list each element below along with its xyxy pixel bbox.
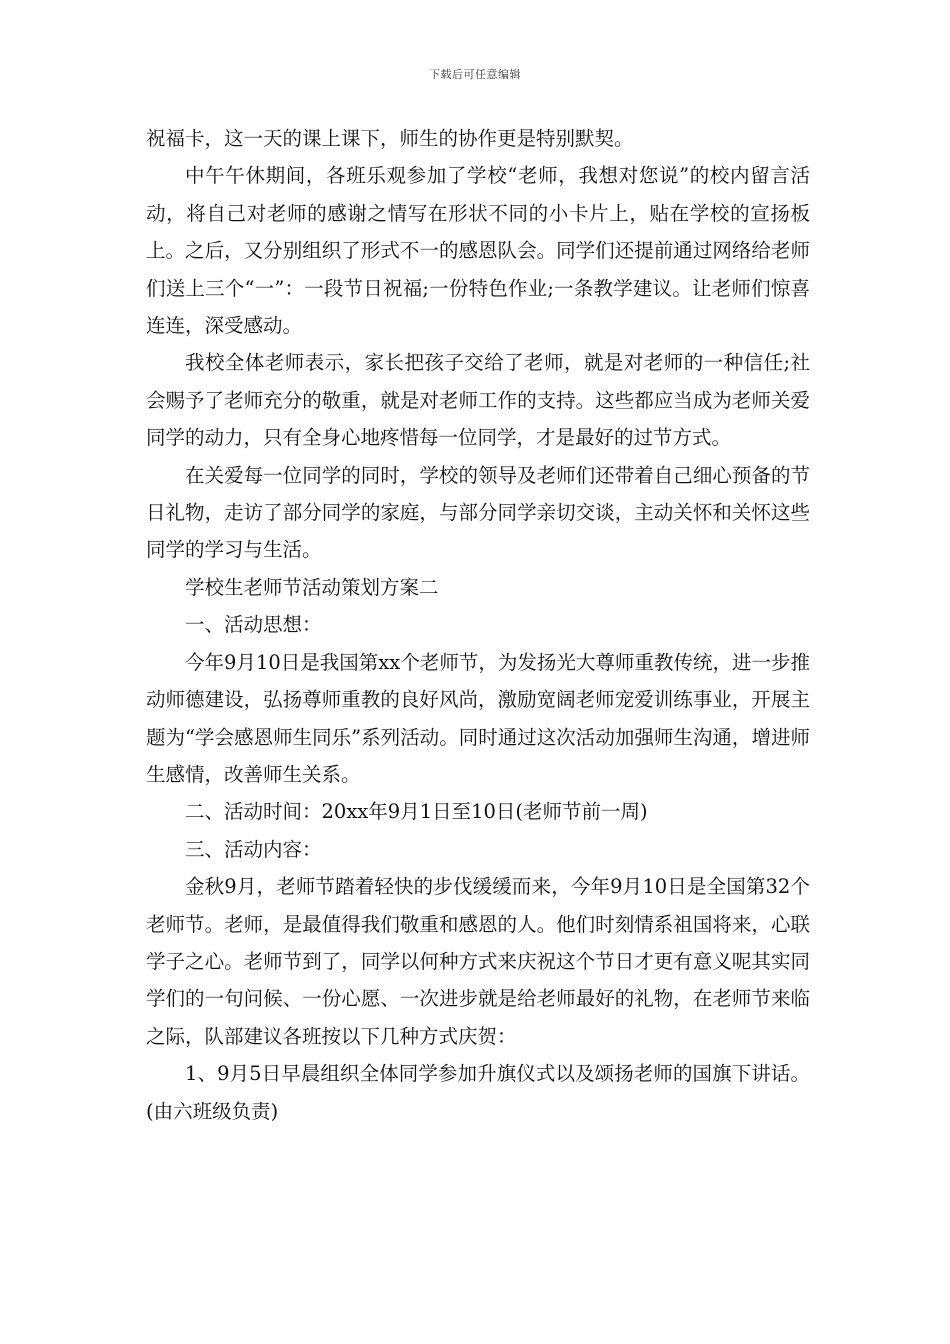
page-header: 下载后可任意编辑 bbox=[429, 68, 521, 81]
list-item-1: 1、9月5日早晨组织全体同学参加升旗仪式以及颂扬老师的国旗下讲话。(由六班级负责) bbox=[146, 1062, 810, 1123]
paragraph-2: 中午午休期间，各班乐观参加了学校“老师，我想对您说”的校内留言活动，将自己对老师的感谢之情写在形状不同的小卡片上，贴在学校的宣扬板上。之后，又分别组织了形式不一的感恩队会。同学们还提前通过网络给老师们送上三个“一”：一段节日祝福;一份特色作业;一条教学建议。让老师们惊喜连连，深受感动。 bbox=[146, 164, 810, 338]
paragraph-4: 在关爱每一位同学的同时，学校的领导及老师们还带着自己细心预备的节日礼物，走访了部分同学的家庭，与部分同学亲切交谈，主动关怀和关怀这些同学的学习与生活。 bbox=[146, 463, 810, 562]
section-heading-activity-content: 三、活动内容： bbox=[185, 837, 322, 861]
paragraph-activity-idea: 今年9月10日是我国第xx个老师节，为发扬光大尊师重教传统，进一步推动师德建设，弘扬尊师重教的良好风尚，激励宽阔老师宠爱训练事业，开展主题为“学会感恩师生同乐”系列活动。同时通过这次活动加强师生沟通，增进师生感情，改善师生关系。 bbox=[146, 650, 810, 786]
section-heading-activity-idea: 一、活动思想： bbox=[185, 613, 322, 637]
paragraph-1: 祝福卡，这一天的课上课下，师生的协作更是特别默契。 bbox=[146, 127, 634, 150]
document-body bbox=[146, 120, 810, 1130]
section-heading-plan-two: 学校生老师节活动策划方案二 bbox=[185, 575, 439, 599]
paragraph-activity-content: 金秋9月，老师节踏着轻快的步伐缓缓而来，今年9月10日是全国第32个老师节。老师，是最值得我们敬重和感恩的人。他们时刻情系祖国将来，心联学子之心。老师节到了，同学以何种方式来庆祝这个节日才更有意义呢其实同学们的一句问候、一份心愿、一次进步就是给老师最好的礼物，在老师节来临之际，队部建议各班按以下几种方式庆贺： bbox=[146, 875, 810, 1048]
paragraph-3: 我校全体老师表示，家长把孩子交给了老师，就是对老师的一种信任;社会赐予了老师充分的敬重，就是对老师工作的支持。这些都应当成为老师关爱同学的动力，只有全身心地疼惜每一位同学，才是最好的过节方式。 bbox=[146, 351, 810, 450]
section-heading-activity-time: 二、活动时间：20xx年9月1日至10日(老师节前一周) bbox=[185, 800, 648, 824]
